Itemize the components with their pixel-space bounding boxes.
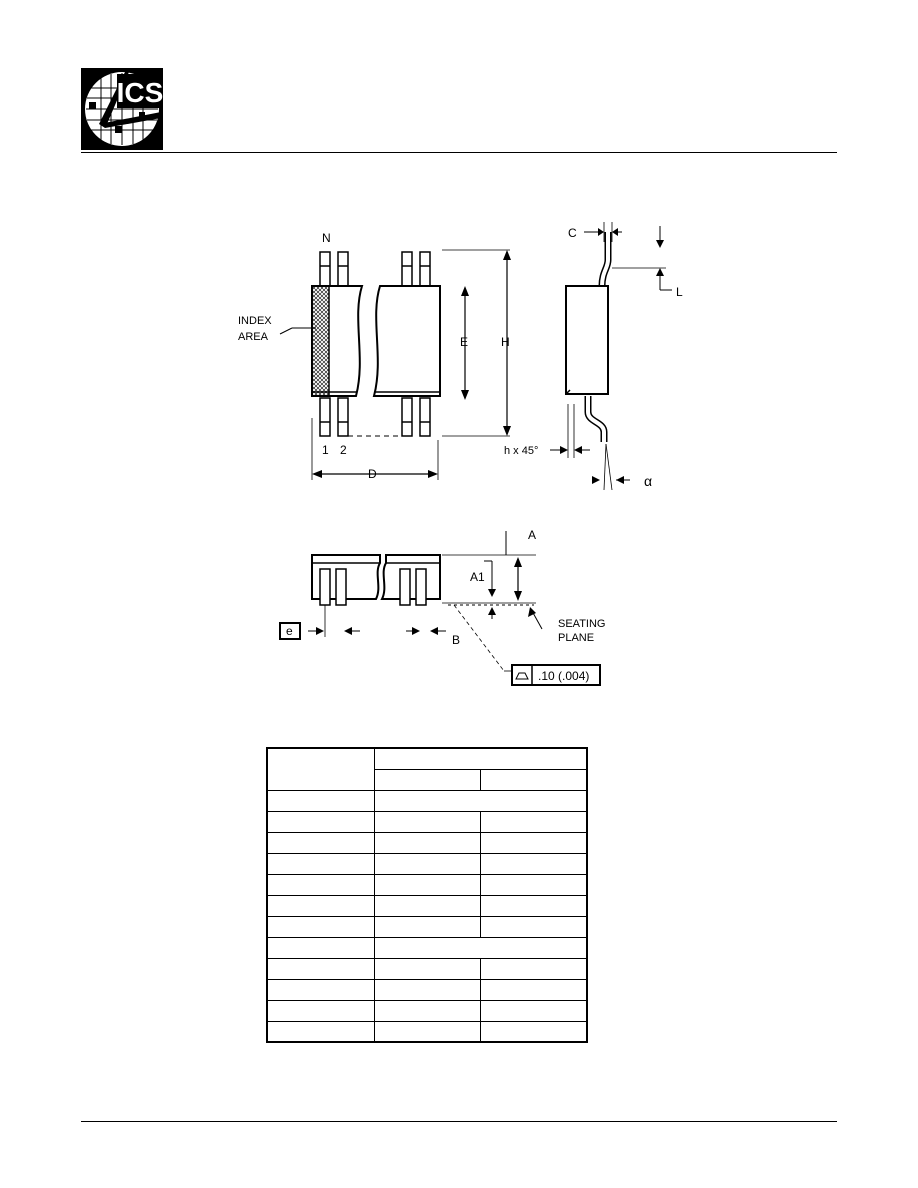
- label-b: B: [452, 633, 461, 647]
- table-row: [267, 832, 587, 853]
- header-rule: [81, 152, 837, 153]
- table-row: [267, 1000, 587, 1021]
- package-body-right: [374, 286, 440, 396]
- label-h: H: [501, 335, 510, 349]
- label-d: D: [368, 467, 377, 481]
- table-row: [267, 958, 587, 979]
- label-c: C: [568, 226, 577, 240]
- upper-pins: [320, 252, 430, 288]
- side-body: [566, 286, 608, 394]
- label-l: L: [676, 285, 683, 299]
- label-pin-1: 1: [322, 443, 329, 457]
- label-seating-2: PLANE: [558, 632, 595, 644]
- logo-graphic: [81, 68, 163, 150]
- table-row: [267, 811, 587, 832]
- index-area-hatch: [313, 287, 329, 395]
- label-e-pitch: e: [286, 624, 293, 638]
- label-alpha: α: [644, 473, 653, 489]
- header-cell-group: [375, 748, 588, 769]
- footer-rule: [81, 1121, 837, 1122]
- table-row: [267, 937, 587, 958]
- label-h-chamfer: h x 45°: [504, 445, 539, 457]
- table-row: [267, 916, 587, 937]
- table-row: [267, 853, 587, 874]
- label-a1: A1: [470, 570, 485, 584]
- header-cell-symbol: [267, 748, 375, 790]
- label-pin-2: 2: [340, 443, 347, 457]
- package-drawing-top-side: [220, 218, 700, 498]
- header-cell-sub-2: [481, 769, 587, 790]
- label-a: A: [528, 528, 537, 542]
- label-seating-1: SEATING: [558, 618, 606, 630]
- company-logo: [81, 68, 163, 150]
- label-index-area-2: AREA: [238, 331, 268, 343]
- dimensions-table: [266, 747, 588, 1043]
- header-cell-sub-1: [375, 769, 481, 790]
- label-coplanarity: .10 (.004): [538, 669, 590, 683]
- logo-text: ICS: [116, 77, 163, 108]
- table-row: [267, 895, 587, 916]
- label-n: N: [322, 231, 331, 245]
- label-e: E: [460, 335, 469, 349]
- label-index-area-1: INDEX: [238, 315, 272, 327]
- table-row: [267, 790, 587, 811]
- table-row: [267, 979, 587, 1000]
- lower-pins: [320, 398, 430, 436]
- table-row: [267, 874, 587, 895]
- front-body-right: [382, 555, 440, 599]
- package-drawing-front: [270, 525, 630, 695]
- table-row: [267, 1021, 587, 1042]
